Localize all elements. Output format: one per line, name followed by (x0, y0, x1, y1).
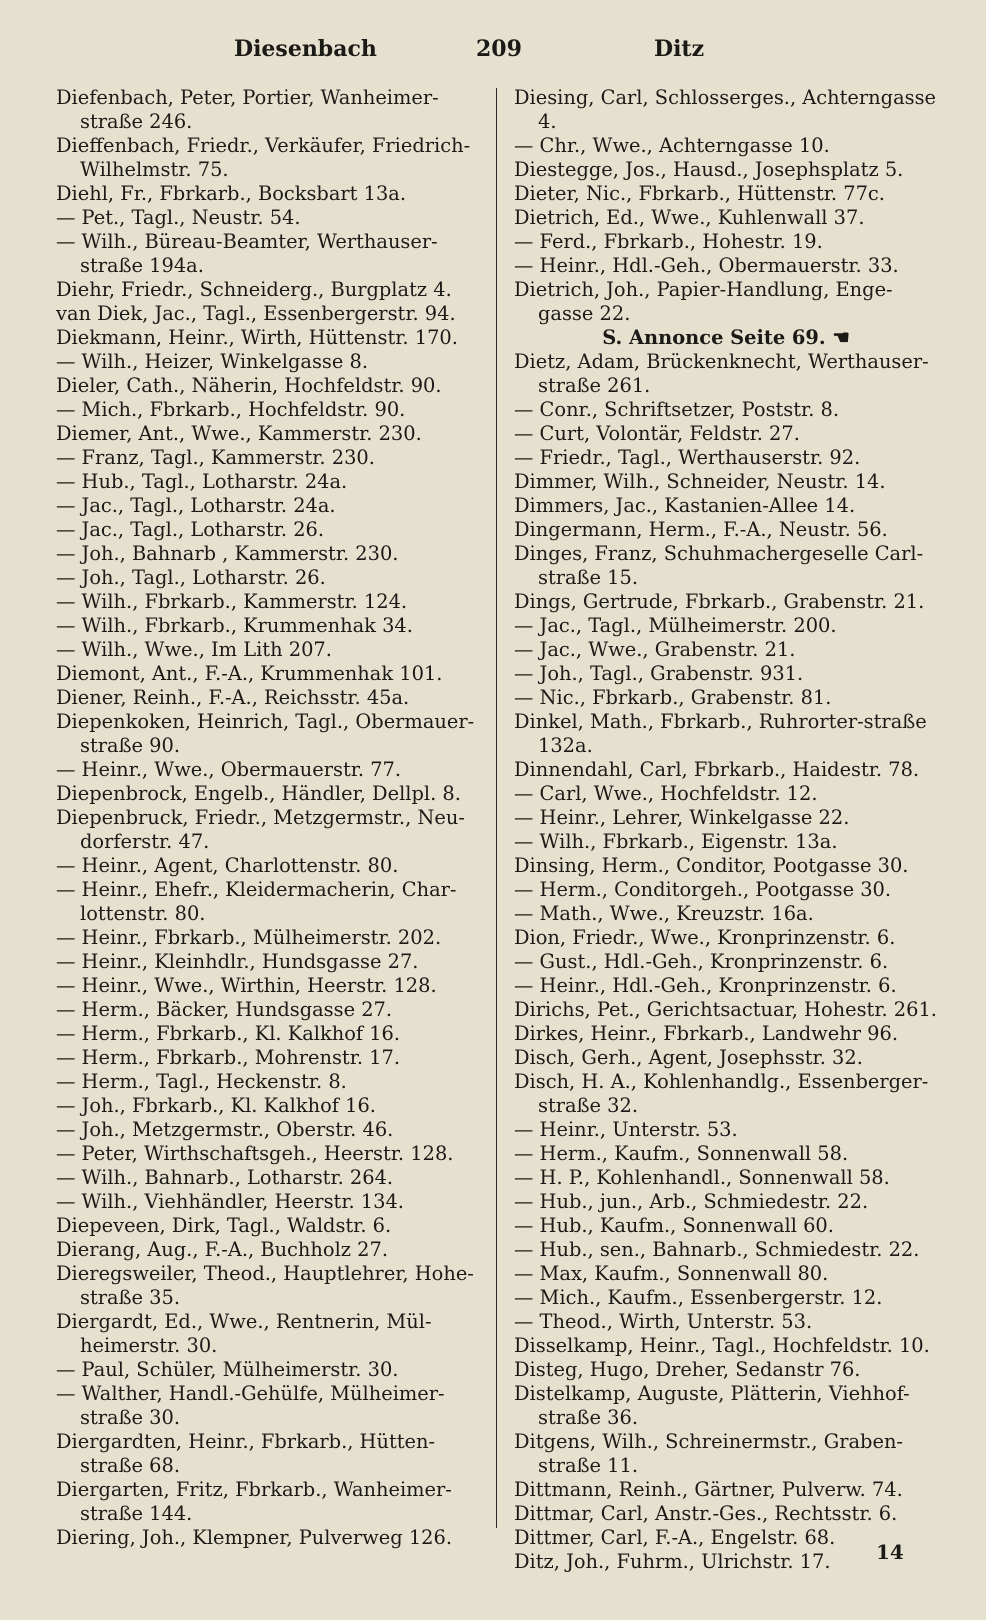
directory-entry: Dinkel, Math., Fbrkarb., Ruhrorter-straße 132a. (514, 710, 927, 757)
directory-entry: Dings, Gertrude, Fbrkarb., Grabenstr. 21. (514, 590, 925, 613)
running-head-right: Ditz (654, 36, 705, 62)
directory-entry: — Heinr., Wwe., Obermauerstr. 77. (56, 758, 402, 781)
directory-entry: — Mich., Fbrkarb., Hochfeldstr. 90. (56, 398, 406, 421)
directory-entry: — Gust., Hdl.-Geh., Kronprinzenstr. 6. (514, 950, 889, 973)
directory-entry: Ditgens, Wilh., Schreinermstr., Graben-straße 11. (514, 1430, 903, 1477)
directory-entry: — Jac., Tagl., Lotharstr. 24a. (56, 494, 336, 517)
page-number: 209 (476, 36, 522, 62)
directory-entry: Dieregsweiler, Theod., Hauptlehrer, Hohe-straße 35. (56, 1262, 474, 1309)
left-column (56, 86, 484, 1550)
column-divider (496, 88, 497, 1528)
directory-entry: Diekmann, Heinr., Wirth, Hüttenstr. 170. (56, 326, 458, 349)
directory-entry: — Peter, Wirthschaftsgeh., Heerstr. 128. (56, 1142, 454, 1165)
directory-entry: Dirkes, Heinr., Fbrkarb., Landwehr 96. (514, 1022, 899, 1045)
directory-entry: — Herm., Fbrkarb., Mohrenstr. 17. (56, 1046, 401, 1069)
directory-entry: Dietrich, Ed., Wwe., Kuhlenwall 37. (514, 206, 865, 229)
directory-entry: — Ferd., Fbrkarb., Hohestr. 19. (514, 230, 823, 253)
directory-entry: Dietrich, Joh., Papier-Handlung, Enge-gasse 22. (514, 278, 893, 325)
directory-entry: Diepenkoken, Heinrich, Tagl., Obermauer-straße 90. (56, 710, 475, 757)
directory-entry: — Herm., Bäcker, Hundsgasse 27. (56, 998, 393, 1021)
directory-entry: Disch, Gerh., Agent, Josephsstr. 32. (514, 1046, 863, 1069)
directory-entry: Diergardt, Ed., Wwe., Rentnerin, Mül-heimerstr. 30. (56, 1310, 432, 1357)
directory-entry: Dietz, Adam, Brückenknecht, Werthauser-straße 261. (514, 350, 929, 397)
directory-entry: — Wilh., Fbrkarb., Krummenhak 34. (56, 614, 413, 637)
directory-entry: — Hub., Kaufm., Sonnenwall 60. (514, 1214, 834, 1237)
directory-entry: Dingermann, Herm., F.-A., Neustr. 56. (514, 518, 888, 541)
directory-entry: Diepenbruck, Friedr., Metzgermstr., Neu-dorferstr. 47. (56, 806, 465, 853)
directory-entry: Diener, Reinh., F.-A., Reichsstr. 45a. (56, 686, 410, 709)
directory-entry: — Heinr., Ehefr., Kleidermacherin, Char-lottenstr. 80. (56, 878, 457, 925)
directory-entry: — Heinr., Hdl.-Geh., Kronprinzenstr. 6. (514, 974, 897, 997)
directory-entry: Diergarten, Fritz, Fbrkarb., Wanheimer-straße 144. (56, 1478, 452, 1525)
directory-entry: Dittmann, Reinh., Gärtner, Pulverw. 74. (514, 1478, 903, 1501)
directory-entry: — Max, Kaufm., Sonnenwall 80. (514, 1262, 829, 1285)
directory-entry: Dittmar, Carl, Anstr.-Ges., Rechtsstr. 6. (514, 1502, 898, 1525)
directory-entry: — Carl, Wwe., Hochfeldstr. 12. (514, 782, 818, 805)
directory-entry: Dimmer, Wilh., Schneider, Neustr. 14. (514, 470, 886, 493)
pointing-hand-icon: ☚ (825, 326, 850, 349)
directory-entry: — H. P., Kohlenhandl., Sonnenwall 58. (514, 1166, 890, 1189)
right-column (514, 86, 938, 1574)
directory-entry: Dinnendahl, Carl, Fbrkarb., Haidestr. 78. (514, 758, 920, 781)
directory-entry: — Curt, Volontär, Feldstr. 27. (514, 422, 800, 445)
directory-entry: Dinges, Franz, Schuhmachergeselle Carl-straße 15. (514, 542, 924, 589)
directory-entry: — Joh., Metzgermstr., Oberstr. 46. (56, 1118, 394, 1141)
directory-entry: — Jac., Tagl., Mülheimerstr. 200. (514, 614, 837, 637)
directory-entry: — Heinr., Kleinhdlr., Hundsgasse 27. (56, 950, 419, 973)
directory-entry: Disselkamp, Heinr., Tagl., Hochfeldstr. 10. (514, 1334, 930, 1357)
directory-entry: Diepenbrock, Engelb., Händler, Dellpl. 8. (56, 782, 461, 805)
directory-entry: Diehl, Fr., Fbrkarb., Bocksbart 13a. (56, 182, 407, 205)
directory-entry: — Wilh., Bahnarb., Lotharstr. 264. (56, 1166, 394, 1189)
directory-entry: — Wilh., Büreau-Beamter, Werthauser-straße 194a. (56, 230, 438, 277)
directory-entry: Diepeveen, Dirk, Tagl., Waldstr. 6. (56, 1214, 392, 1237)
directory-entry: — Jac., Wwe., Grabenstr. 21. (514, 638, 796, 661)
directory-entry: Dirichs, Pet., Gerichtsactuar, Hohestr. 261. (514, 998, 937, 1021)
directory-entry: Diemont, Ant., F.-A., Krummenhak 101. (56, 662, 443, 685)
directory-entry: Diehr, Friedr., Schneiderg., Burgplatz 4. (56, 278, 452, 301)
directory-entry: Dittmer, Carl, F.-A., Engelstr. 68. (514, 1526, 836, 1549)
directory-entry: Dierang, Aug., F.-A., Buchholz 27. (56, 1238, 388, 1261)
directory-entry: — Wilh., Heizer, Winkelgasse 8. (56, 350, 368, 373)
directory-entry: Ditz, Joh., Fuhrm., Ulrichstr. 17. (514, 1550, 831, 1573)
signature-mark: 14 (876, 1540, 904, 1564)
directory-entry: Diergardten, Heinr., Fbrkarb., Hütten-straße 68. (56, 1430, 436, 1477)
directory-entry: — Heinr., Hdl.-Geh., Obermauerstr. 33. (514, 254, 899, 277)
directory-entry: Dinsing, Herm., Conditor, Pootgasse 30. (514, 854, 909, 877)
directory-entry: Dieffenbach, Friedr., Verkäufer, Friedrich-Wilhelmstr. 75. (56, 134, 471, 181)
directory-entry: — Math., Wwe., Kreuzstr. 16a. (514, 902, 814, 925)
annonce-note: S. Annonce Seite 69. ☚ (602, 326, 850, 349)
directory-entry: — Joh., Bahnarb , Kammerstr. 230. (56, 542, 399, 565)
directory-entry: Diefenbach, Peter, Portier, Wanheimer-straße 246. (56, 86, 439, 133)
directory-entry: Diestegge, Jos., Hausd., Josephsplatz 5. (514, 158, 904, 181)
directory-entry: — Herm., Tagl., Heckenstr. 8. (56, 1070, 347, 1093)
directory-entry: — Heinr., Wwe., Wirthin, Heerstr. 128. (56, 974, 437, 997)
directory-entry: — Herm., Fbrkarb., Kl. Kalkhof 16. (56, 1022, 401, 1045)
directory-entry: — Friedr., Tagl., Werthauserstr. 92. (514, 446, 861, 469)
directory-entry: Diesing, Carl, Schlosserges., Achterngasse 4. (514, 86, 937, 133)
directory-entry: — Wilh., Viehhändler, Heerstr. 134. (56, 1190, 404, 1213)
directory-entry: — Nic., Fbrkarb., Grabenstr. 81. (514, 686, 832, 709)
directory-entry: Distelkamp, Auguste, Plätterin, Viehhof-straße 36. (514, 1382, 910, 1429)
directory-entry: — Joh., Tagl., Lotharstr. 26. (56, 566, 326, 589)
directory-entry: Dimmers, Jac., Kastanien-Allee 14. (514, 494, 856, 517)
directory-entry: — Hub., Tagl., Lotharstr. 24a. (56, 470, 348, 493)
directory-entry: Diemer, Ant., Wwe., Kammerstr. 230. (56, 422, 422, 445)
directory-entry: — Chr., Wwe., Achterngasse 10. (514, 134, 830, 157)
directory-entry: — Paul, Schüler, Mülheimerstr. 30. (56, 1358, 399, 1381)
directory-entry: — Heinr., Fbrkarb., Mülheimerstr. 202. (56, 926, 442, 949)
directory-entry: — Heinr., Lehrer, Winkelgasse 22. (514, 806, 850, 829)
directory-entry: — Wilh., Fbrkarb., Eigenstr. 13a. (514, 830, 838, 853)
directory-entry: — Franz, Tagl., Kammerstr. 230. (56, 446, 375, 469)
directory-entry: — Joh., Fbrkarb., Kl. Kalkhof 16. (56, 1094, 376, 1117)
directory-entry: — Theod., Wirth, Unterstr. 53. (514, 1310, 813, 1333)
directory-entry: — Joh., Tagl., Grabenstr. 931. (514, 662, 804, 685)
directory-entry: — Hub., jun., Arb., Schmiedestr. 22. (514, 1190, 869, 1213)
directory-entry: — Wilh., Fbrkarb., Kammerstr. 124. (56, 590, 408, 613)
directory-entry: — Heinr., Unterstr. 53. (514, 1118, 738, 1141)
directory-entry: — Hub., sen., Bahnarb., Schmiedestr. 22. (514, 1238, 920, 1261)
directory-entry: Dion, Friedr., Wwe., Kronprinzenstr. 6. (514, 926, 896, 949)
directory-entry: Dieter, Nic., Fbrkarb., Hüttenstr. 77c. (514, 182, 885, 205)
directory-entry: — Mich., Kaufm., Essenbergerstr. 12. (514, 1286, 883, 1309)
directory-entry: — Jac., Tagl., Lotharstr. 26. (56, 518, 325, 541)
directory-entry: — Heinr., Agent, Charlottenstr. 80. (56, 854, 399, 877)
running-head-left: Diesenbach (234, 36, 377, 62)
directory-entry: — Herm., Conditorgeh., Pootgasse 30. (514, 878, 892, 901)
directory-entry: Diering, Joh., Klempner, Pulverweg 126. (56, 1526, 453, 1549)
directory-entry: — Herm., Kaufm., Sonnenwall 58. (514, 1142, 849, 1165)
directory-entry: — Walther, Handl.-Gehülfe, Mülheimer-straße 30. (56, 1382, 445, 1429)
directory-entry: — Pet., Tagl., Neustr. 54. (56, 206, 301, 229)
directory-entry: van Diek, Jac., Tagl., Essenbergerstr. 94. (56, 302, 456, 325)
directory-entry: — Conr., Schriftsetzer, Poststr. 8. (514, 398, 840, 421)
directory-entry: Disch, H. A., Kohlenhandlg., Essenberger-straße 32. (514, 1070, 929, 1117)
directory-entry: Dieler, Cath., Näherin, Hochfeldstr. 90. (56, 374, 442, 397)
directory-entry: — Wilh., Wwe., Im Lith 207. (56, 638, 332, 661)
directory-entry: Disteg, Hugo, Dreher, Sedanstr 76. (514, 1358, 861, 1381)
